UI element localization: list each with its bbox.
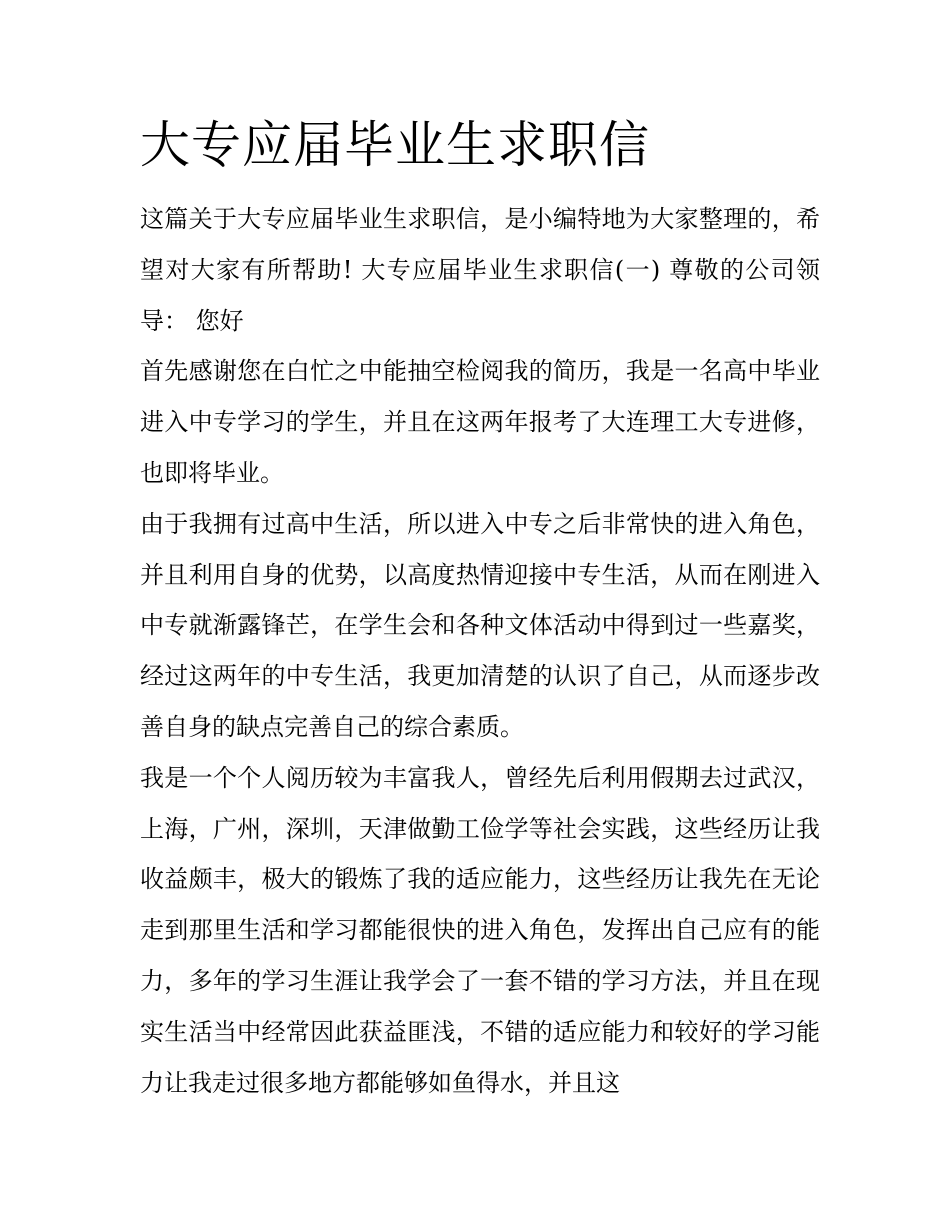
document-title: 大专应届毕业生求职信 (140, 116, 650, 174)
paragraph-thanks: 首先感谢您在白忙之中能抽空检阅我的简历，我是一名高中毕业进入中专学习的学生，并且在这两年报考了大连理工大专进修，也即将毕业。 (140, 357, 820, 487)
paragraph-school-life: 由于我拥有过高中生活，所以进入中专之后非常快的进入角色，并且利用自身的优势，以高度热情迎接中专生活，从而在刚进入中专就渐露锋芒，在学生会和各种文体活动中得到过一些嘉奖，经过这两年的中专生活，我更加清楚的认识了自己，从而逐步改善自身的缺点完善自己的综合素质。 (140, 509, 820, 741)
document-page (140, 112, 820, 1108)
paragraph-intro: 这篇关于大专应届毕业生求职信，是小编特地为大家整理的，希望对大家有所帮助! 大专应届毕业生求职信(一) 尊敬的公司领导： 您好 (140, 205, 820, 335)
paragraph-experience: 我是一个个人阅历较为丰富我人，曾经先后利用假期去过武汉，上海，广州，深圳，天津做勤工俭学等社会实践，这些经历让我收益颇丰，极大的锻炼了我的适应能力，这些经历让我先在无论走到那里生活和学习都能很快的进入角色，发挥出自己应有的能力，多年的学习生涯让我学会了一套不错的学习方法，并且在现实生活当中经常因此获益匪浅，不错的适应能力和较好的学习能力让我走过很多地方都能够如鱼得水，并且这 (140, 763, 820, 1097)
